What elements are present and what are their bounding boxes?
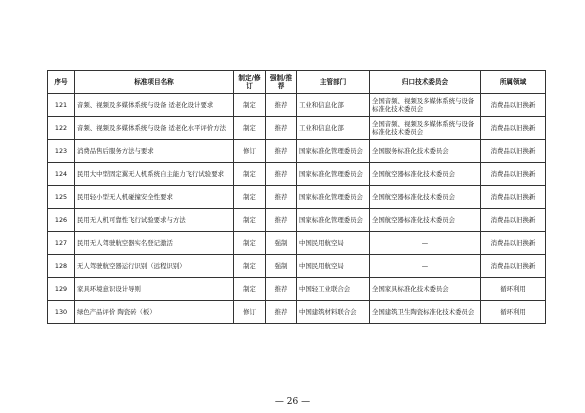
cell-name: 音频、视频及多媒体系统与设备 适老化设计要求: [75, 94, 234, 117]
cell-committee: 全国航空器标准化技术委员会: [370, 186, 481, 209]
cell-field: 循环利用: [481, 301, 546, 324]
cell-seq: 121: [48, 94, 75, 117]
header-nature: 强制/推荐: [266, 71, 297, 94]
table-row: [48, 140, 546, 163]
cell-seq: 128: [48, 255, 75, 278]
cell-type: 制定: [234, 163, 266, 186]
cell-field: 消费品以旧换新: [481, 117, 546, 140]
cell-name: 民用轻小型无人机碰撞安全性要求: [75, 186, 234, 209]
table-row: [48, 278, 546, 301]
header-type: 制定/修订: [234, 71, 266, 94]
cell-dept: 工业和信息化部: [297, 94, 370, 117]
cell-nature: 推荐: [266, 186, 297, 209]
cell-committee: —: [370, 232, 481, 255]
cell-type: 制定: [234, 94, 266, 117]
header-seq: 序号: [48, 71, 75, 94]
page-number: — 26 —: [274, 397, 311, 407]
cell-seq: 124: [48, 163, 75, 186]
table-row: [48, 117, 546, 140]
cell-nature: 强制: [266, 232, 297, 255]
cell-dept: 中国民用航空局: [297, 255, 370, 278]
cell-seq: 125: [48, 186, 75, 209]
cell-field: 消费品以旧换新: [481, 140, 546, 163]
cell-committee: 全国音频、视频及多媒体系统与设备标准化技术委员会: [370, 94, 481, 117]
cell-seq: 122: [48, 117, 75, 140]
header-committee: 归口技术委员会: [370, 71, 481, 94]
table-row: [48, 94, 546, 117]
table-row: [48, 301, 546, 324]
header-field: 所属领域: [481, 71, 546, 94]
cell-committee: 全国建筑卫生陶瓷标准化技术委员会: [370, 301, 481, 324]
cell-name: 绿色产品评价 陶瓷砖（板）: [75, 301, 234, 324]
cell-seq: 126: [48, 209, 75, 232]
cell-nature: 强制: [266, 255, 297, 278]
table-row: [48, 255, 546, 278]
cell-field: 消费品以旧换新: [481, 186, 546, 209]
cell-field: 消费品以旧换新: [481, 232, 546, 255]
cell-type: 制定: [234, 186, 266, 209]
cell-name: 家具环境意识设计导则: [75, 278, 234, 301]
cell-committee: 全国家具标准化技术委员会: [370, 278, 481, 301]
cell-dept: 国家标准化管理委员会: [297, 209, 370, 232]
cell-seq: 129: [48, 278, 75, 301]
cell-field: 消费品以旧换新: [481, 163, 546, 186]
cell-type: 制定: [234, 278, 266, 301]
table-body: [48, 94, 546, 324]
cell-name: 民用大中型固定翼无人机系统自主能力飞行试验要求: [75, 163, 234, 186]
cell-name: 音频、视频及多媒体系统与设备 适老化水平评价方法: [75, 117, 234, 140]
table-row: [48, 232, 546, 255]
table-header: [48, 71, 546, 94]
cell-field: 消费品以旧换新: [481, 255, 546, 278]
cell-seq: 123: [48, 140, 75, 163]
cell-committee: 全国航空器标准化技术委员会: [370, 209, 481, 232]
cell-seq: 127: [48, 232, 75, 255]
cell-nature: 推荐: [266, 94, 297, 117]
header-name: 标准项目名称: [75, 71, 234, 94]
cell-type: 修订: [234, 301, 266, 324]
cell-seq: 130: [48, 301, 75, 324]
cell-type: 制定: [234, 255, 266, 278]
cell-type: 制定: [234, 232, 266, 255]
cell-name: 民用无人机可靠性飞行试验要求与方法: [75, 209, 234, 232]
cell-field: 循环利用: [481, 278, 546, 301]
header-dept: 主管部门: [297, 71, 370, 94]
cell-dept: 国家标准化管理委员会: [297, 140, 370, 163]
cell-field: 消费品以旧换新: [481, 209, 546, 232]
cell-dept: 国家标准化管理委员会: [297, 186, 370, 209]
cell-name: 消费品售后服务方法与要求: [75, 140, 234, 163]
cell-dept: 工业和信息化部: [297, 117, 370, 140]
table-row: [48, 186, 546, 209]
cell-committee: —: [370, 255, 481, 278]
cell-dept: 国家标准化管理委员会: [297, 163, 370, 186]
cell-nature: 推荐: [266, 140, 297, 163]
cell-type: 修订: [234, 140, 266, 163]
cell-field: 消费品以旧换新: [481, 94, 546, 117]
cell-nature: 推荐: [266, 301, 297, 324]
standards-table: [47, 70, 546, 324]
cell-dept: 中国民用航空局: [297, 232, 370, 255]
cell-nature: 推荐: [266, 163, 297, 186]
cell-committee: 全国音频、视频及多媒体系统与设备标准化技术委员会: [370, 117, 481, 140]
cell-type: 制定: [234, 209, 266, 232]
header-row: [48, 71, 546, 94]
table-row: [48, 209, 546, 232]
cell-dept: 中国轻工业联合会: [297, 278, 370, 301]
table-row: [48, 163, 546, 186]
cell-nature: 推荐: [266, 117, 297, 140]
cell-type: 制定: [234, 117, 266, 140]
cell-dept: 中国建筑材料联合会: [297, 301, 370, 324]
cell-name: 民用无人驾驶航空器实名登记激活: [75, 232, 234, 255]
cell-committee: 全国航空器标准化技术委员会: [370, 163, 481, 186]
cell-nature: 推荐: [266, 278, 297, 301]
cell-name: 无人驾驶航空器运行识别（远程识别）: [75, 255, 234, 278]
cell-committee: 全国服务标准化技术委员会: [370, 140, 481, 163]
cell-nature: 推荐: [266, 209, 297, 232]
